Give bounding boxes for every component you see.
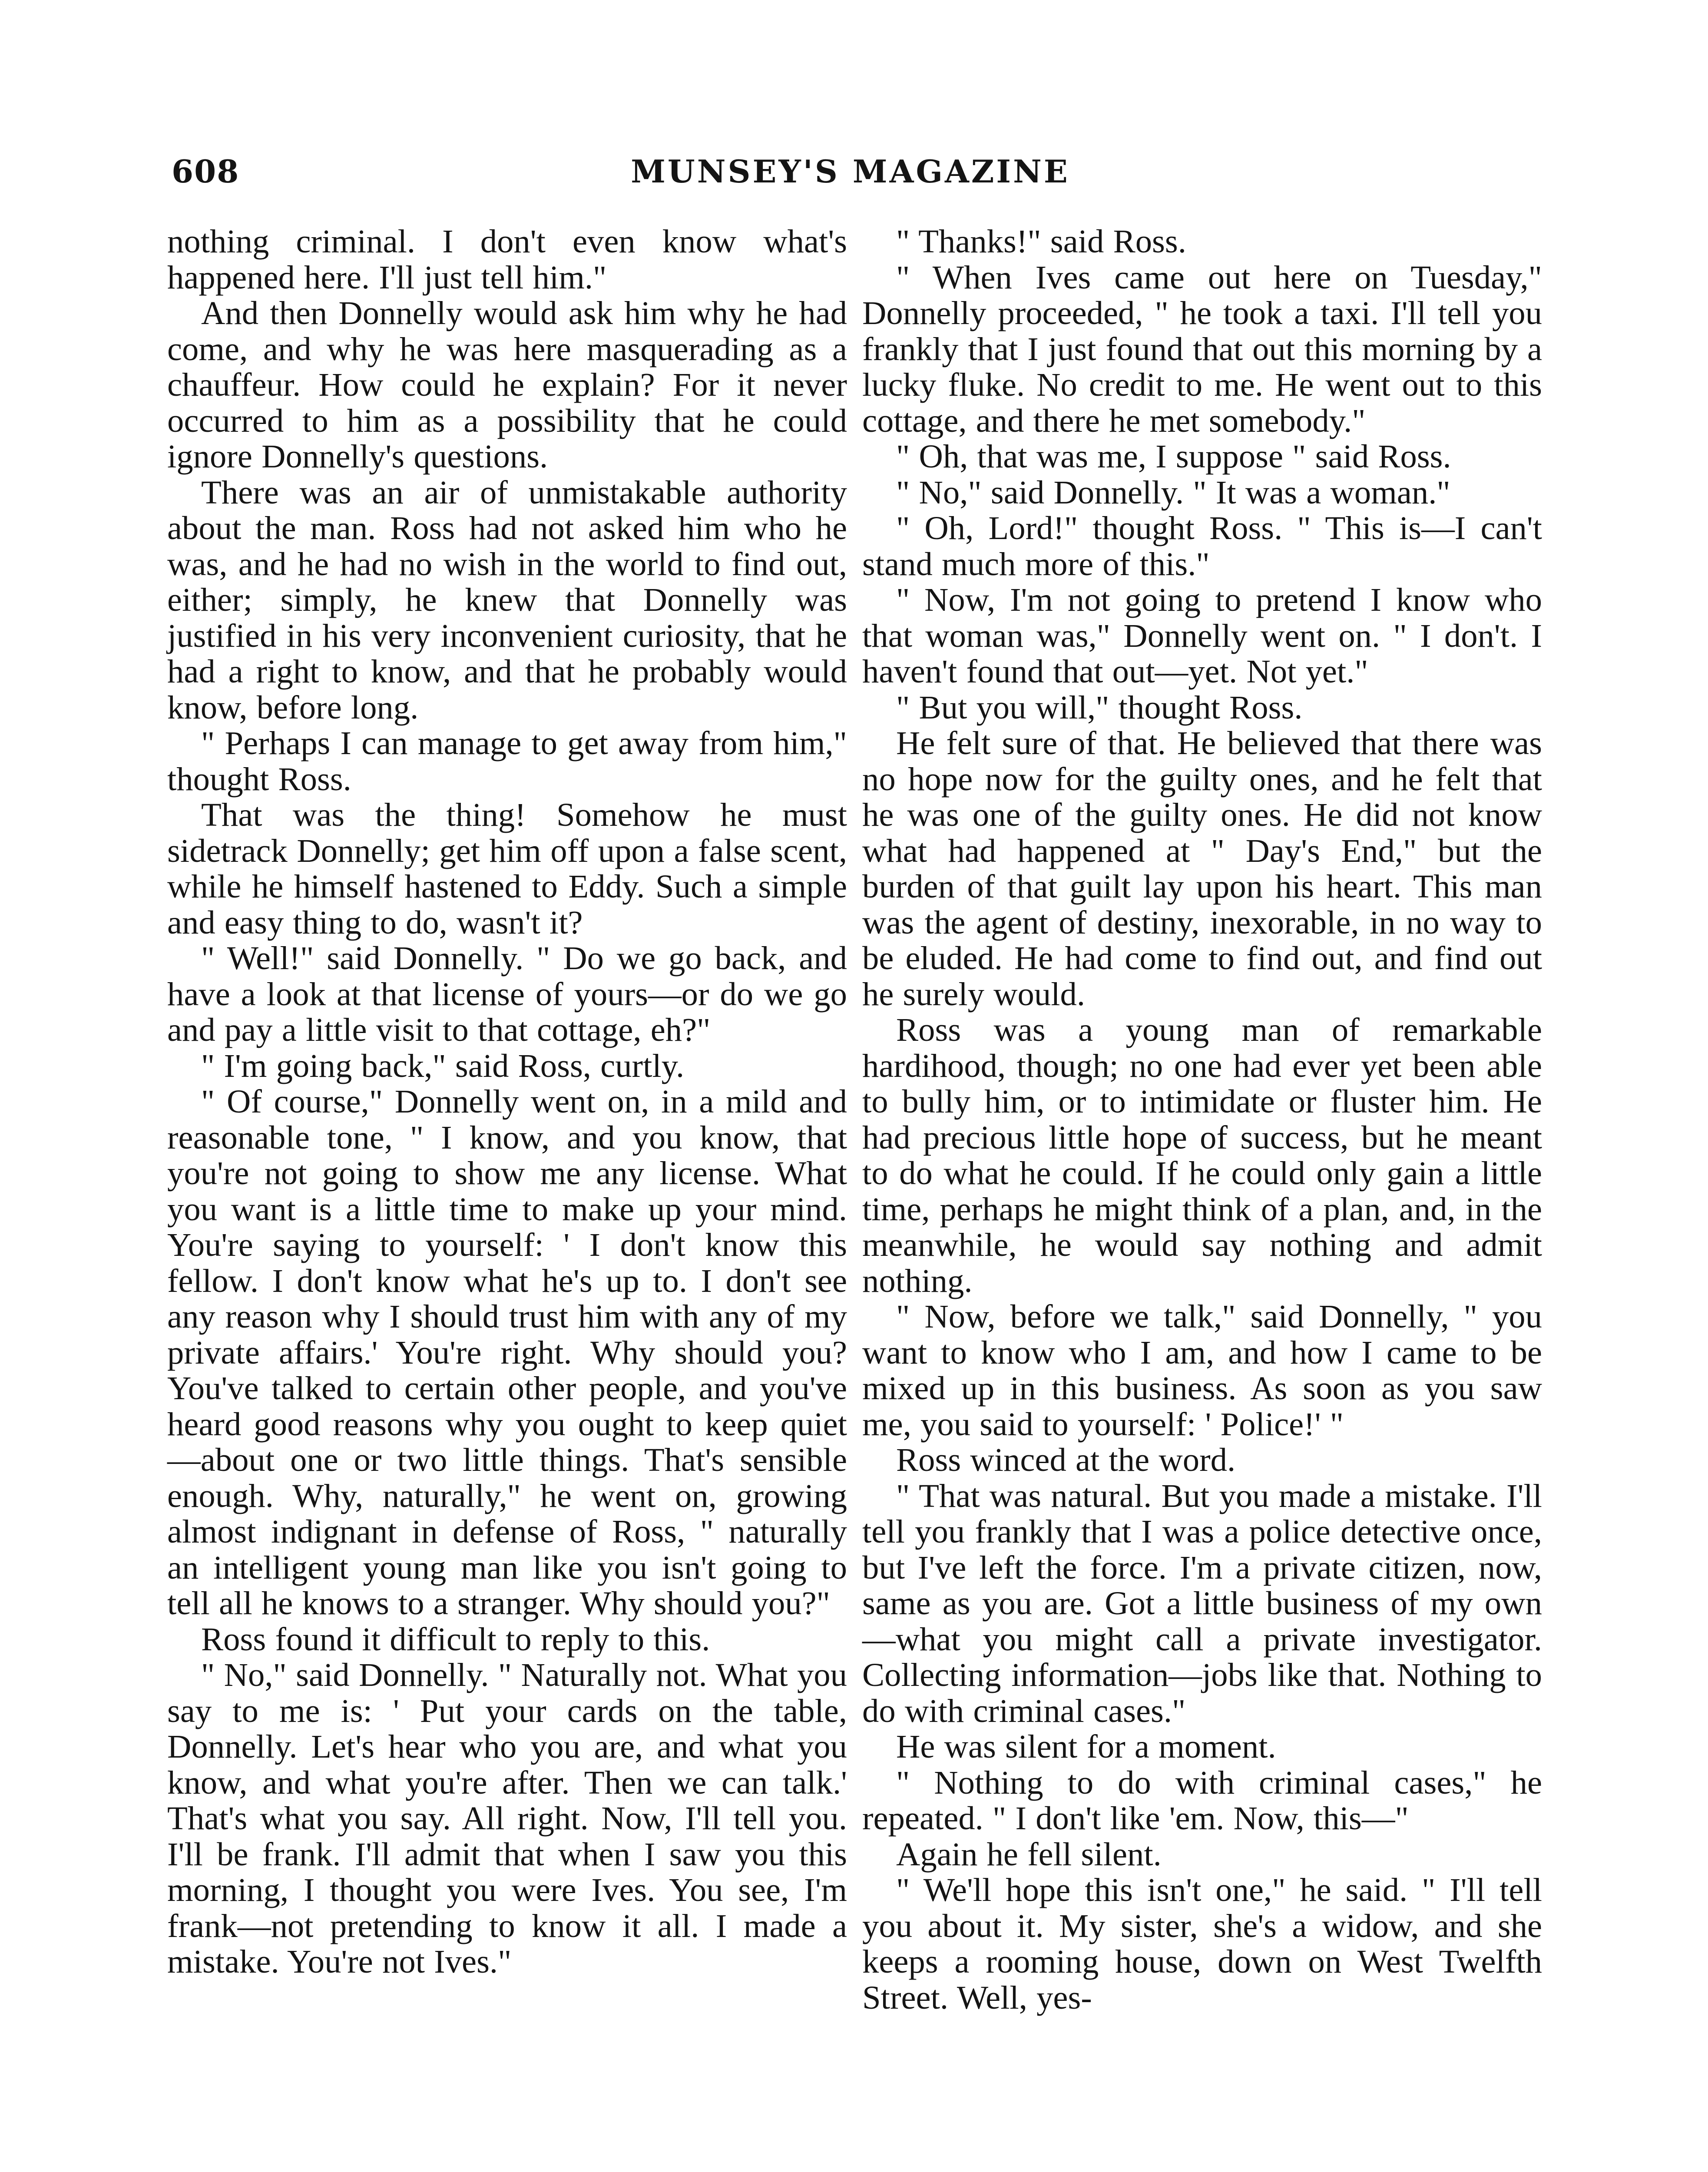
- paragraph: " Thanks!" said Ross.: [896, 223, 1186, 260]
- paragraph: " Now, I'm not going to pretend I know who that woman was," Donnelly went on. " I don't. I haven't found that out—yet. Not yet.": [862, 581, 1542, 690]
- paragraph: " Perhaps I can manage to get away from him," thought Ross.: [167, 725, 847, 798]
- paragraph: " I'm going back," said Ross, curtly.: [201, 1047, 685, 1084]
- paragraph: Again he fell silent.: [896, 1835, 1162, 1873]
- paragraph: " Well!" said Donnelly. " Do we go back, and have a look at that license of yours—or do we go and pay a little visit to that cottage, eh?": [167, 940, 847, 1048]
- page-number: 608: [172, 153, 240, 190]
- paragraph: And then Donnelly would ask him why he had come, and why he was here masquerading as a chauffeur. How could he explain? For it never occurred to him as a possibility that he could ignore Donnelly's questions.: [167, 295, 847, 475]
- paragraph: " Now, before we talk," said Donnelly, " you want to know who I am, and how I came to be mixed up in this business. As soon as you saw me, you said to yourself: ' Police!' ": [862, 1298, 1542, 1443]
- paragraph: " That was natural. But you made a mistake. I'll tell you frankly that I was a police detective once, but I've left the force. I'm a private citizen, now, same as you are. Got a little business of my own—what you might call a private investigator. Collecting information—jobs like that. Nothing to do with criminal cases.": [862, 1477, 1542, 1729]
- page-header: [172, 153, 1529, 201]
- paragraph: Ross found it difficult to reply to this.: [201, 1620, 710, 1658]
- paragraph: Ross winced at the word.: [896, 1441, 1236, 1478]
- paragraph: " We'll hope this isn't one," he said. " I'll tell you about it. My sister, she's a widow, and she keeps a rooming house, down on West Twelfth Street. Well, yes-: [862, 1871, 1542, 2016]
- paragraph: " Nothing to do with criminal cases," he repeated. " I don't like 'em. Now, this—": [862, 1764, 1542, 1837]
- paragraph: That was the thing! Somehow he must sidetrack Donnelly; get him off upon a false scent, while he himself hastened to Eddy. Such a simple and easy thing to do, wasn't it?: [167, 796, 847, 941]
- paragraph: He was silent for a moment.: [896, 1728, 1276, 1765]
- paragraph: " Oh, that was me, I suppose " said Ross.: [896, 438, 1451, 475]
- paragraph: " No," said Donnelly. " It was a woman.": [896, 473, 1450, 511]
- paragraph: Ross was a young man of remarkable hardihood, though; no one had ever yet been able to bully him, or to intimidate or fluster him. He had precious little hope of success, but he meant to do what he could. If he could only gain a little time, perhaps he might think of a plan, and, in the meanwhile, he would say nothing and admit nothing.: [862, 1011, 1542, 1299]
- paragraph: " No," said Donnelly. " Naturally not. What you say to me is: ' Put your cards on the table, Donnelly. Let's hear who you are, and what you know, and what you're after. Then we can talk.' That's what you say. All right. Now, I'll tell you. I'll be frank. I'll admit that when I saw you this morning, I thought you were Ives. You see, I'm frank—not pretending to know it all. I made a mistake. You're not Ives.": [167, 1656, 847, 1980]
- right-column: [862, 224, 1542, 2016]
- paragraph: " Of course," Donnelly went on, in a mild and reasonable tone, " I know, and you know, that you're not going to show me any license. What you want is a little time to make up your mind. You're saying to yourself: ' I don't know this fellow. I don't know what he's up to. I don't see any reason why I should trust him with any of my private affairs.' You're right. Why should you? You've talked to certain other people, and you've heard good reasons why you ought to keep quiet—about one or two little things. That's sensible enough. Why, naturally," he went on, growing almost indignant in defense of Ross, " naturally an intelligent young man like you isn't going to tell all he knows to a stranger. Why should you?": [167, 1083, 847, 1622]
- running-title: MUNSEY'S MAGAZINE: [631, 153, 1070, 190]
- paragraph: He felt sure of that. He believed that there was no hope now for the guilty ones, and he felt that he was one of the guilty ones. He did not know what had happened at " Day's End," but the burden of that guilt lay upon his heart. This man was the agent of destiny, inexorable, in no way to be eluded. He had come to find out, and find out he surely would.: [862, 725, 1542, 1013]
- left-column: [167, 224, 847, 1980]
- paragraph: " Oh, Lord!" thought Ross. " This is—I can't stand much more of this.": [862, 510, 1542, 583]
- paragraph: nothing criminal. I don't even know what's happened here. I'll just tell him.": [167, 223, 847, 296]
- paragraph: There was an air of unmistakable authority about the man. Ross had not asked him who he was, and he had no wish in the world to find out, either; simply, he knew that Donnelly was justified in his very inconvenient curiosity, that he had a right to know, and that he probably would know, before long.: [167, 473, 847, 726]
- paragraph: " But you will," thought Ross.: [896, 689, 1303, 726]
- paragraph: " When Ives came out here on Tuesday," Donnelly proceeded, " he took a taxi. I'll tell you frankly that I just found that out this morning by a lucky fluke. No credit to me. He went out to this cottage, and there he met somebody.": [862, 258, 1542, 439]
